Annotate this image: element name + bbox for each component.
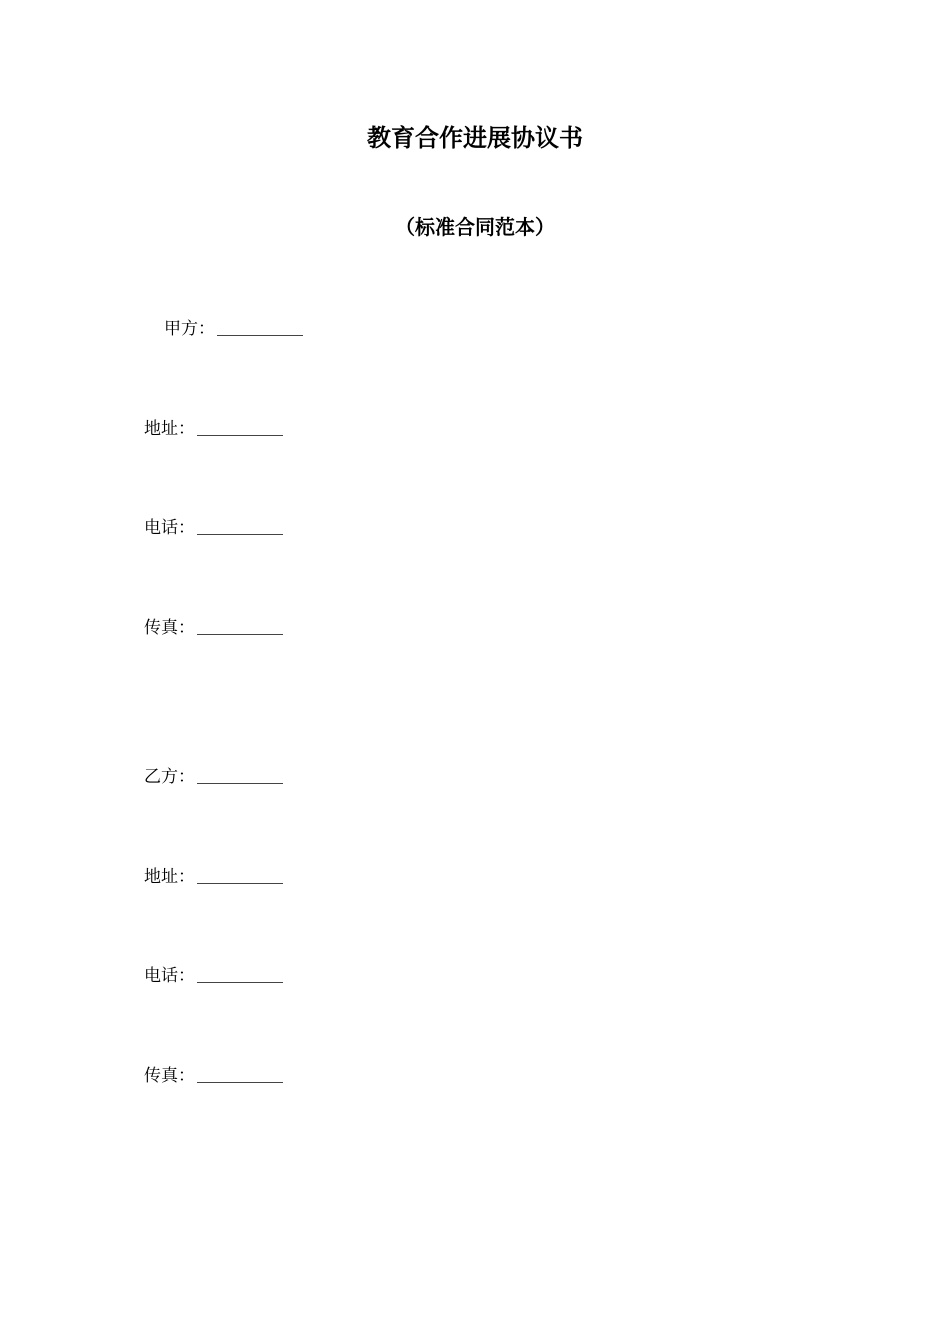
party-a-name-label: 甲方： <box>164 319 215 339</box>
party-b-phone-blank[interactable] <box>197 966 283 983</box>
party-a-fax-label: 传真： <box>144 618 195 638</box>
party-a-name-field <box>164 316 303 342</box>
party-a-address-field <box>144 416 283 442</box>
party-b-name-label: 乙方： <box>144 767 195 787</box>
party-b-fax-label: 传真： <box>144 1066 195 1086</box>
party-b-phone-label: 电话： <box>144 966 195 986</box>
party-b-phone-field <box>144 963 283 989</box>
party-b-address-field <box>144 864 283 890</box>
party-b-name-blank[interactable] <box>197 767 283 784</box>
party-b-fax-field <box>144 1063 283 1089</box>
party-a-name-blank[interactable] <box>217 319 303 336</box>
party-a-address-blank[interactable] <box>197 419 283 436</box>
party-b-address-blank[interactable] <box>197 867 283 884</box>
party-b-name-field <box>144 764 283 790</box>
party-a-fax-field <box>144 615 283 641</box>
party-b-fax-blank[interactable] <box>197 1066 283 1083</box>
document-subtitle: （标准合同范本） <box>395 215 555 239</box>
party-a-address-label: 地址： <box>144 419 195 439</box>
party-a-phone-field <box>144 515 283 541</box>
party-a-phone-blank[interactable] <box>197 518 283 535</box>
party-b-address-label: 地址： <box>144 867 195 887</box>
document-title: 教育合作进展协议书 <box>367 124 583 152</box>
party-a-fax-blank[interactable] <box>197 618 283 635</box>
party-a-phone-label: 电话： <box>144 518 195 538</box>
